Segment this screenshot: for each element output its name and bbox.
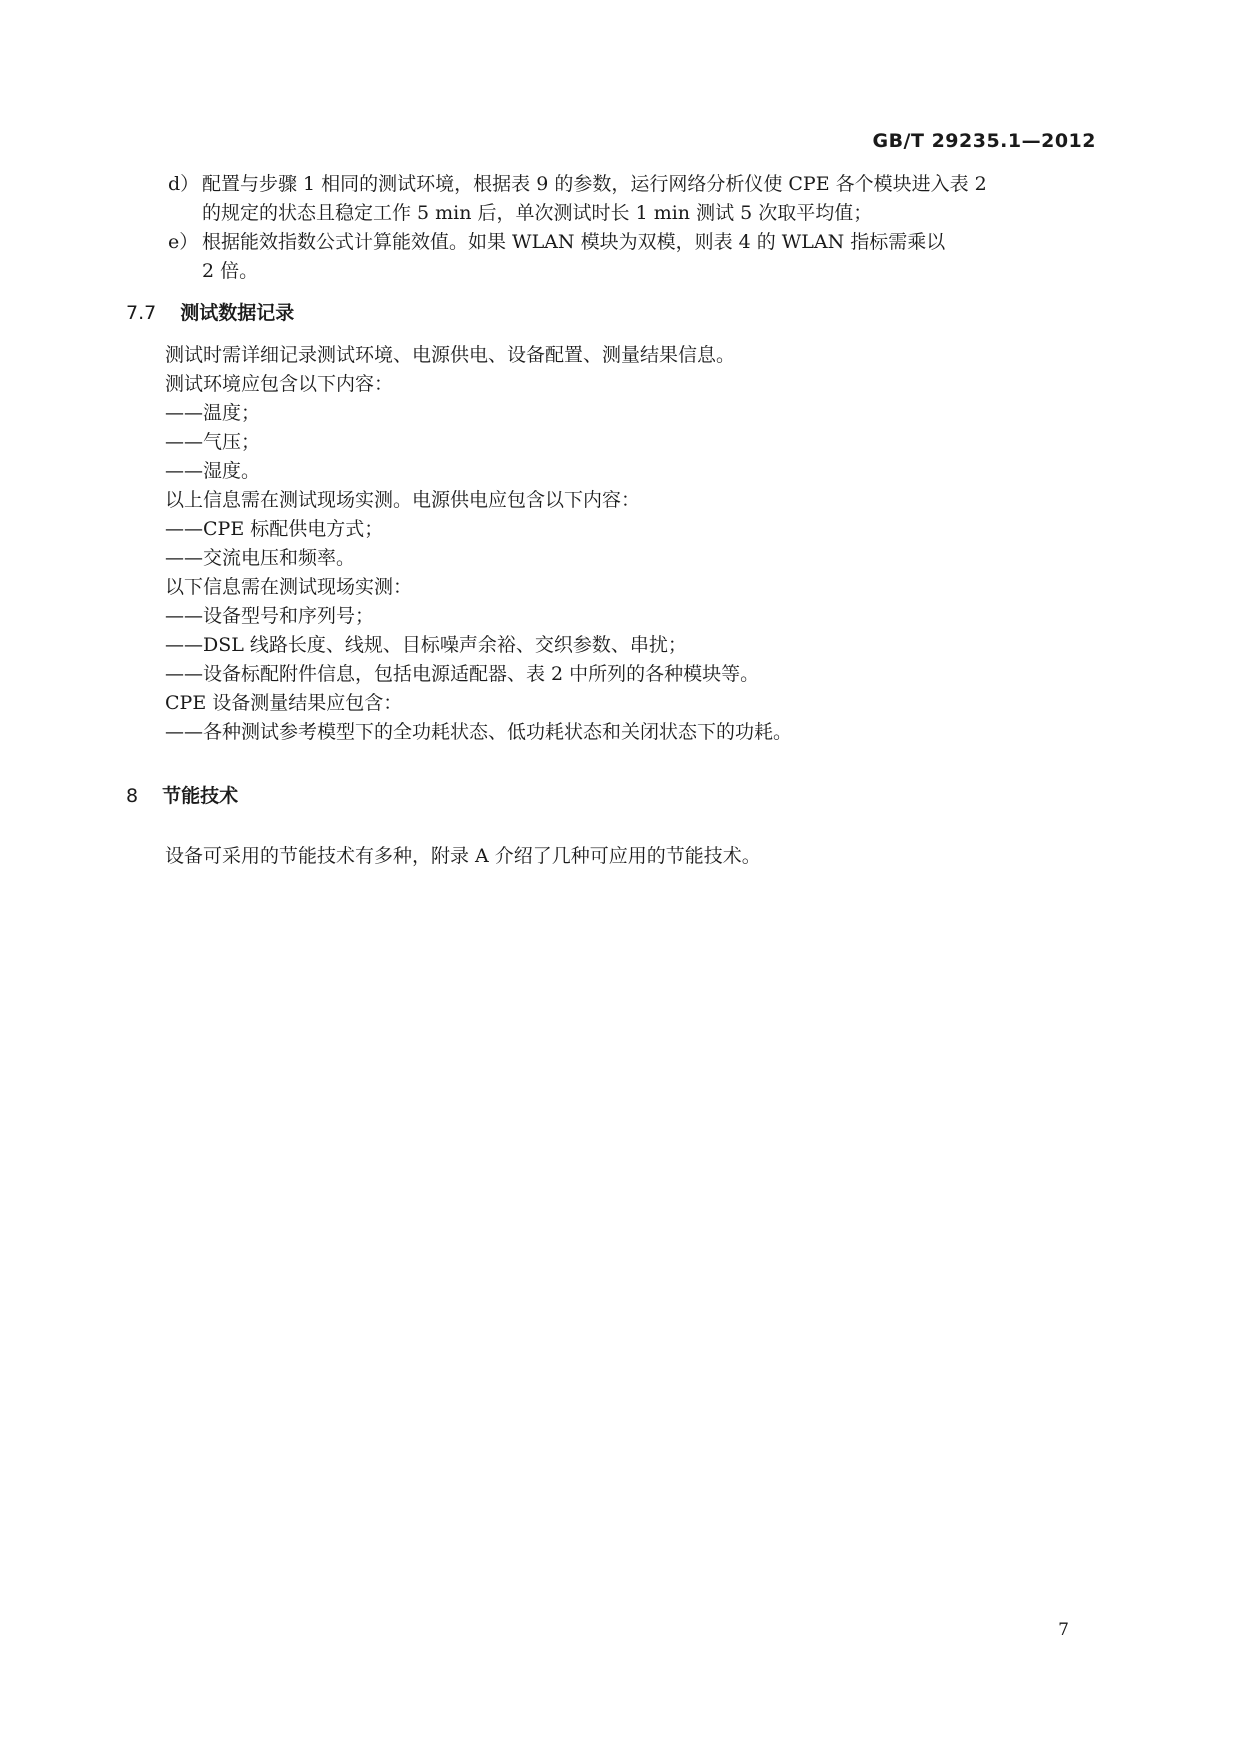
- section-8-heading: [126, 783, 238, 809]
- step-d-line-1: 配置与步骤 1 相同的测试环境，根据表 9 的参数，运行网络分析仪使 CPE 各个模块进入表 2: [202, 173, 987, 195]
- record-line-2: 测试环境应包含以下内容：: [165, 373, 394, 395]
- record-line-1: 测试时需详细记录测试环境、电源供电、设备配置、测量结果信息。: [165, 344, 736, 366]
- record-line-10: ——设备型号和序列号；: [165, 605, 375, 627]
- record-line-3: ——温度；: [165, 402, 261, 424]
- record-line-8: ——交流电压和频率。: [165, 547, 356, 569]
- record-line-9: 以下信息需在测试现场实测：: [165, 576, 413, 598]
- step-e-line-1: 根据能效指数公式计算能效值。如果 WLAN 模块为双模，则表 4 的 WLAN 指标需乘以: [202, 231, 946, 253]
- record-line-12: ——设备标配附件信息，包括电源适配器、表 2 中所列的各种模块等。: [165, 663, 760, 685]
- section-7-7-number: 7.7: [126, 302, 157, 324]
- section-7-7-title: 测试数据记录: [180, 302, 295, 324]
- record-line-13: CPE 设备测量结果应包含：: [165, 692, 403, 714]
- record-line-4: ——气压；: [165, 431, 261, 453]
- step-e-line-2: 2 倍。: [202, 260, 259, 282]
- record-line-6: 以上信息需在测试现场实测。电源供电应包含以下内容：: [165, 489, 641, 511]
- record-line-11: ——DSL 线路长度、线规、目标噪声余裕、交织参数、串扰；: [165, 634, 687, 656]
- step-d-line-2: 的规定的状态且稳定工作 5 min 后，单次测试时长 1 min 测试 5 次取平均值；: [202, 202, 873, 224]
- step-d-label: d）: [168, 173, 200, 195]
- section-8-title: 节能技术: [162, 785, 239, 807]
- record-line-7: ——CPE 标配供电方式；: [165, 518, 384, 540]
- page-number: 7: [1058, 1620, 1069, 1640]
- record-line-14: ——各种测试参考模型下的全功耗状态、低功耗状态和关闭状态下的功耗。: [165, 721, 793, 743]
- step-e-label: e）: [168, 231, 199, 253]
- record-line-5: ——湿度。: [165, 460, 261, 482]
- standard-code: GB/T 29235.1—2012: [872, 130, 1096, 152]
- section-8-number: 8: [126, 785, 139, 807]
- section-8-paragraph: 设备可采用的节能技术有多种，附录 A 介绍了几种可应用的节能技术。: [165, 845, 761, 867]
- section-7-7-heading: [126, 300, 294, 326]
